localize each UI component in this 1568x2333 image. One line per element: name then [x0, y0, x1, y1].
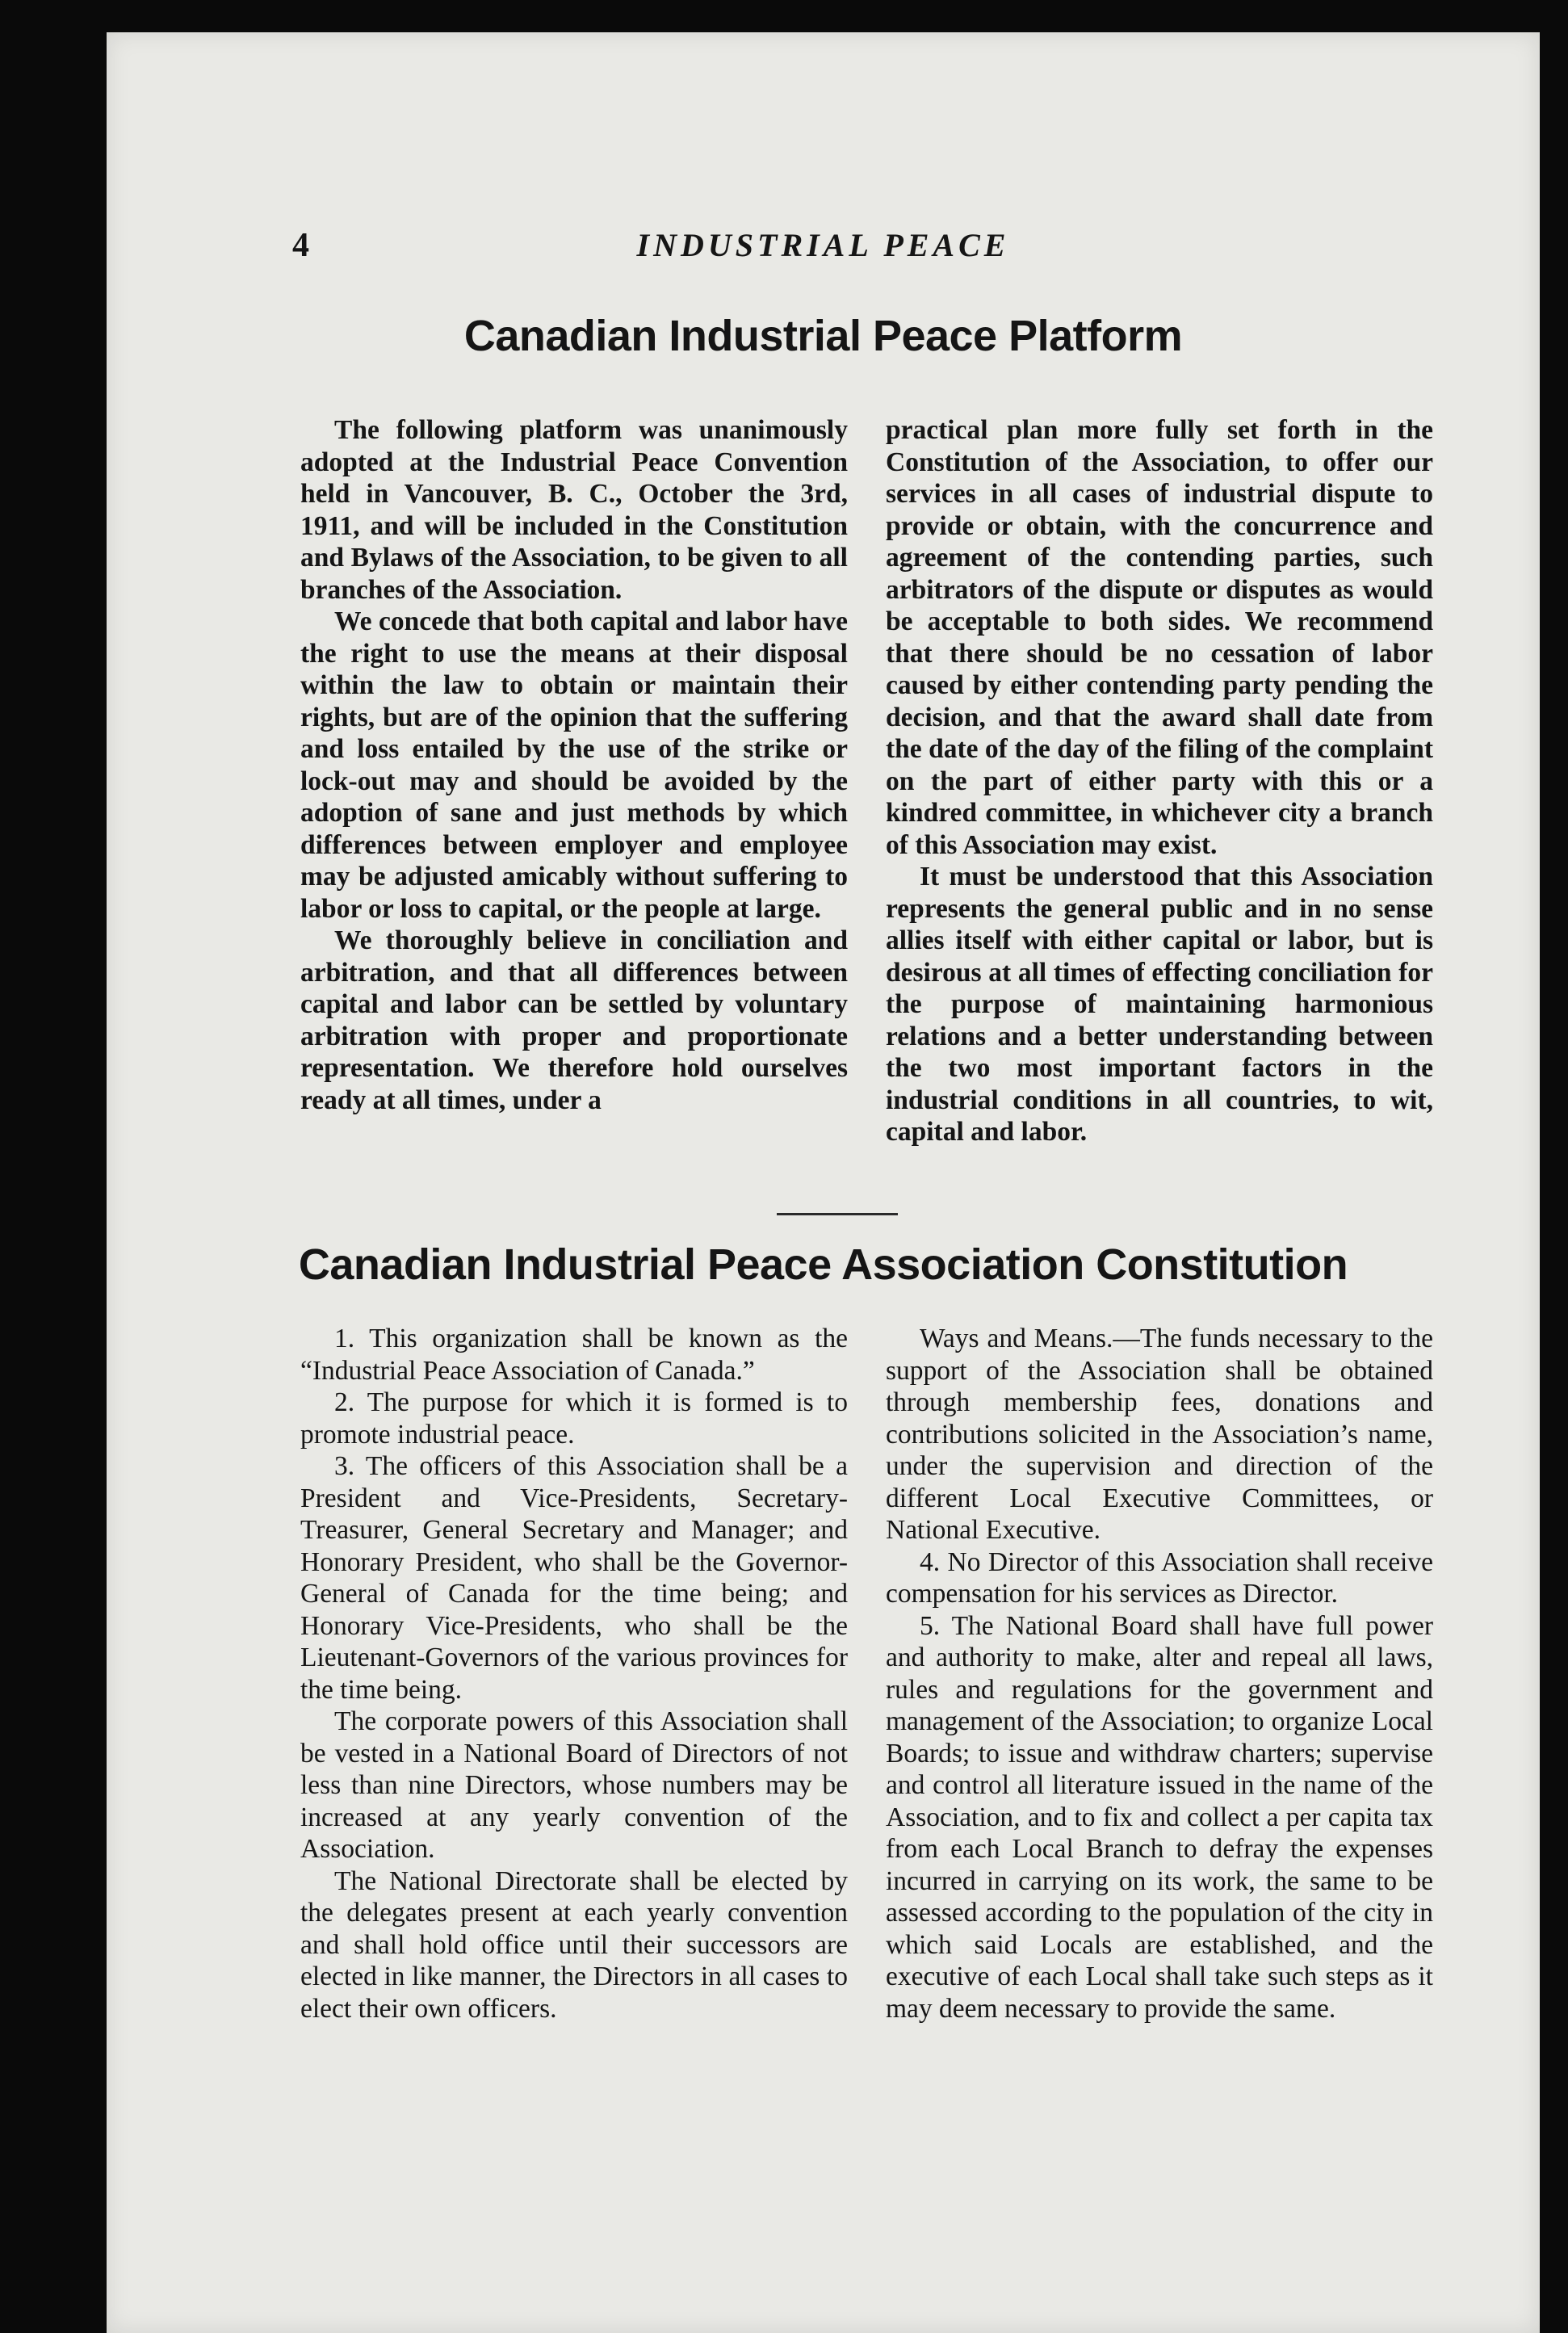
- platform-left-column: [300, 414, 848, 1116]
- paragraph-continuation: practical plan more fully set forth in the Constitution of the Association, to offer our services in all cases of industrial dispute to provide or obtain, with the concurrence and agreement of the contending parties, such arbitrators of the dispute or disputes as would be acceptable to both sides. We recommend that there should be no cessation of labor caused by either contending party pending the decision, and that the award shall date from the date of the day of the filing of the complaint on the part of either party with this or a kindred committee, in whichever city a branch of this Association may exist.: [886, 415, 1433, 860]
- paragraph: 1. This organization shall be known as the “Industrial Peace Association of Canada.”: [300, 1324, 848, 1386]
- section-title-platform: Canadian Industrial Peace Platform: [463, 312, 1183, 360]
- paragraph: 4. No Director of this Association shall receive compensation for his services as Director.: [886, 1546, 1433, 1609]
- paragraph: 5. The National Board shall have full power and authority to make, alter and repeal all laws, rules and regulations for the government and management of the Association; to organize Local Boards; to issue and withdraw charters; supervise and control all literature issued in the name of the Association, and to fix and collect a per capita tax from each Local Branch to defray the expenses incurred in carrying on its work, the same to be assessed according to the population of the city in which said Locals are established, and the executive of each Local shall take such steps as it may deem necessary to provide the same.: [886, 1610, 1433, 2024]
- page-number: 4: [292, 227, 309, 264]
- section-title-constitution: Canadian Industrial Peace Association Constitution: [298, 1240, 1348, 1289]
- paragraph: We thoroughly believe in conciliation and arbitration, and that all differences between capital and labor can be settled by voluntary arbitration with proper and proportionate representation. We therefore hold ourselves ready at all times, under a: [300, 925, 848, 1115]
- section-divider: [777, 1213, 898, 1215]
- paragraph: The corporate powers of this Association shall be vested in a National Board of Directors of not less than nine Directors, whose numbers may be increased at any yearly convention of the Association.: [300, 1706, 848, 1864]
- document-page: [107, 32, 1540, 2333]
- paragraph: Ways and Means.—The funds necessary to the support of the Association shall be obtained through membership fees, donations and contributions solicited in the Association’s name, under the supervision and direction of the different Local Executive Committees, or National Executive.: [886, 1324, 1433, 1545]
- platform-right-column: [886, 414, 1433, 1148]
- constitution-right-column: [886, 1323, 1433, 2025]
- running-title: INDUSTRIAL PEACE: [636, 227, 1010, 263]
- paragraph: The following platform was unanimously adopted at the Industrial Peace Convention held in Vancouver, B. C., October the 3rd, 1911, and will be included in the Constitution and Bylaws of the Association, to be given to all branches of the Association.: [300, 415, 848, 605]
- running-head: [107, 226, 1540, 275]
- paragraph: 3. The officers of this Association shall be a President and Vice-Presidents, Secretary-Treasurer, General Secretary and Manager; and Honorary President, who shall be the Governor-General of Canada for the time being; and Honorary Vice-Presidents, who shall be the Lieutenant-Governors of the various provinces for the time being.: [300, 1451, 848, 1705]
- constitution-left-column: [300, 1323, 848, 2025]
- paragraph: 2. The purpose for which it is formed is to promote industrial peace.: [300, 1387, 848, 1450]
- paragraph: It must be understood that this Association represents the general public and in no sense allies itself with either capital or labor, but is desirous at all times of effecting conciliation for the purpose of maintaining harmonious relations and a better understanding between the two most important factors in the industrial conditions in all countries, to wit, capital and labor.: [886, 862, 1433, 1147]
- paragraph: We concede that both capital and labor have the right to use the means at their disposal within the law to obtain or maintain their rights, but are of the opinion that the suffering and loss entailed by the use of the strike or lock-out may and should be avoided by the adoption of sane and just methods by which differences between employer and employee may be adjusted amicably without suffering to labor or loss to capital, or the people at large.: [300, 606, 848, 924]
- paragraph: The National Directorate shall be elected by the delegates present at each yearly convention and shall hold office until their successors are elected in like manner, the Directors in all cases to elect their own officers.: [300, 1865, 848, 2024]
